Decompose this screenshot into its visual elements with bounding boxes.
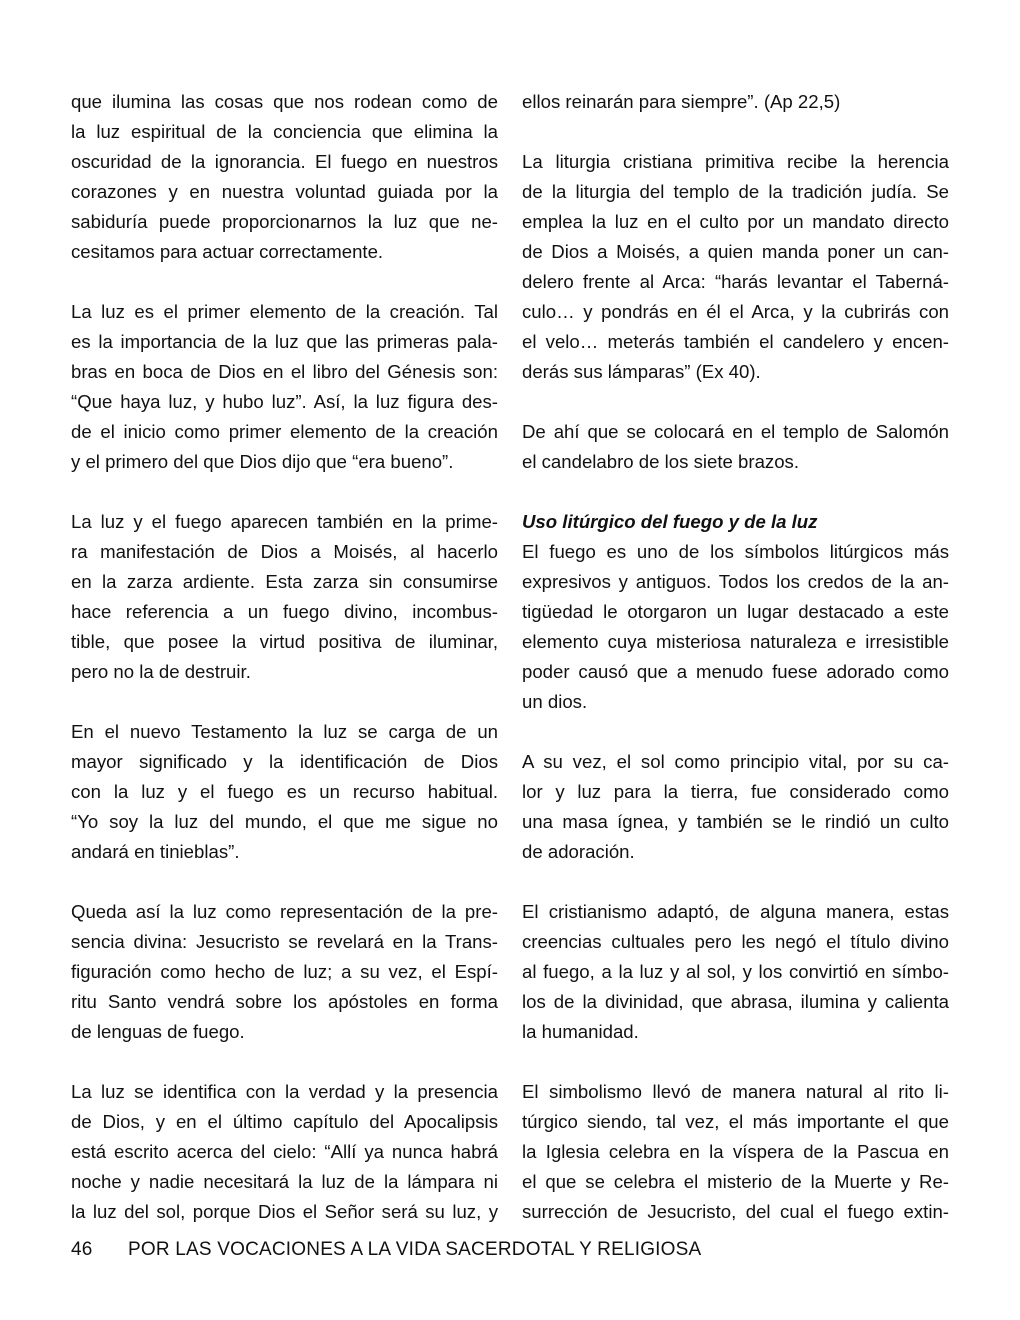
text-line: de lenguas de fuego. [71,1021,245,1042]
paragraph [71,297,498,477]
paragraph [71,507,498,687]
text-line: delero frente al Arca: “harás levantar el Taberná- [522,271,949,292]
text-line: poder causó que a menudo fuese adorado como [522,661,949,682]
right-column [522,87,949,1227]
text-line: la luz espiritual de la conciencia que elimina la [71,121,498,142]
text-line: creencias cultuales pero les negó el título divino [522,931,949,952]
text-line: que ilumina las cosas que nos rodean como de [71,91,498,112]
text-line: El simbolismo llevó de manera natural al rito li- [522,1081,949,1102]
paragraph [522,537,949,717]
text-line: ellos reinarán para siempre”. (Ap 22,5) [522,91,841,112]
text-line: el velo… meterás también el candelero y encen- [522,331,949,352]
text-line: corazones y en nuestra voluntad guiada por la [71,181,498,202]
text-line: La luz se identifica con la verdad y la presencia [71,1081,498,1102]
paragraph [522,147,949,387]
text-line: de adoración. [522,841,635,862]
text-line: pero no la de destruir. [71,661,251,682]
text-line: En el nuevo Testamento la luz se carga de un [71,721,498,742]
running-title: POR LAS VOCACIONES A LA VIDA SACERDOTAL Y RELIGIOSA [128,1239,702,1260]
text-line: tigüedad le otorgaron un lugar destacado a este [522,601,949,622]
text-line: figuración como hecho de luz; a su vez, el Espí- [71,961,498,982]
paragraph [522,897,949,1047]
text-line: hace referencia a un fuego divino, incombus- [71,601,498,622]
paragraph [522,1077,949,1227]
paragraph [522,417,949,477]
text-line: oscuridad de la ignorancia. El fuego en nuestros [71,151,498,172]
paragraph [71,87,498,267]
text-line: está escrito acerca del cielo: “Allí ya nunca habrá [71,1141,498,1162]
text-line: A su vez, el sol como principio vital, por su ca- [522,751,949,772]
text-line: el candelabro de los siete brazos. [522,451,800,472]
text-line: de Dios, y en el último capítulo del Apocalipsis [71,1111,498,1132]
text-line: de la liturgia del templo de la tradición judía. Se [522,181,949,202]
text-line: sencia divina: Jesucristo se revelará en la Trans- [71,931,498,952]
text-line: la Iglesia celebra en la víspera de la Pascua en [522,1141,949,1162]
paragraph [71,1077,498,1227]
text-line: De ahí que se colocará en el templo de Salomón [522,421,949,442]
text-line: de el inicio como primer elemento de la creación [71,421,498,442]
page-footer [71,1235,701,1265]
section-heading: Uso litúrgico del fuego y de la luz [522,511,818,532]
text-line: La luz y el fuego aparecen también en la prime- [71,511,498,532]
text-line: túrgico siendo, tal vez, el más importante el que [522,1111,949,1132]
paragraph [522,747,949,867]
text-line: “Yo soy la luz del mundo, el que me sigue no [71,811,498,832]
text-line: El cristianismo adaptó, de alguna manera, estas [522,901,949,922]
text-line: la humanidad. [522,1021,639,1042]
text-line: emplea la luz en el culto por un mandato directo [522,211,949,232]
text-line: El fuego es uno de los símbolos litúrgicos más [522,541,949,562]
text-line: el que se celebra el misterio de la Muerte y Re- [522,1171,949,1192]
text-line: tible, que posee la virtud positiva de iluminar, [71,631,498,652]
text-line: La luz es el primer elemento de la creación. Tal [71,301,498,322]
text-line: Queda así la luz como representación de la pre- [71,901,498,922]
text-line: los de la divinidad, que abrasa, ilumina y calienta [522,991,949,1012]
text-line: expresivos y antiguos. Todos los credos de la an- [522,571,949,592]
paragraph [522,87,949,117]
text-line: la luz del sol, porque Dios el Señor será su luz, y [71,1201,498,1222]
text-line: ra manifestación de Dios a Moisés, al hacerlo [71,541,498,562]
text-line: bras en boca de Dios en el libro del Génesis son: [71,361,498,382]
left-column [71,87,498,1227]
text-line: culo… y pondrás en él el Arca, y la cubrirás con [522,301,949,322]
text-line: lor y luz para la tierra, fue considerado como [522,781,949,802]
text-line: es la importancia de la luz que las primeras pala- [71,331,498,352]
text-line: mayor significado y la identificación de Dios [71,751,498,772]
text-line: surrección de Jesucristo, del cual el fuego extin- [522,1201,949,1222]
text-line: sabiduría puede proporcionarnos la luz que ne- [71,211,498,232]
text-line: “Que haya luz, y hubo luz”. Así, la luz figura des- [71,391,498,412]
page-number: 46 [71,1239,93,1260]
text-line: una masa ígnea, y también se le rindió un culto [522,811,949,832]
text-line: cesitamos para actuar correctamente. [71,241,384,262]
text-line: derás sus lámparas” (Ex 40). [522,361,761,382]
text-line: un dios. [522,691,588,712]
text-line: de Dios a Moisés, a quien manda poner un can- [522,241,949,262]
text-line: La liturgia cristiana primitiva recibe la herencia [522,151,949,172]
paragraph [71,717,498,867]
text-line: andará en tinieblas”. [71,841,240,862]
text-line: con la luz y el fuego es un recurso habitual. [71,781,498,802]
text-line: noche y nadie necesitará la luz de la lámpara ni [71,1171,498,1192]
text-line: elemento cuya misteriosa naturaleza e irresistible [522,631,949,652]
text-line: ritu Santo vendrá sobre los apóstoles en forma [71,991,498,1012]
text-line: en la zarza ardiente. Esta zarza sin consumirse [71,571,498,592]
paragraph [71,897,498,1047]
text-line: y el primero del que Dios dijo que “era bueno”. [71,451,454,472]
text-line: al fuego, a la luz y al sol, y los convirtió en símbo- [522,961,949,982]
